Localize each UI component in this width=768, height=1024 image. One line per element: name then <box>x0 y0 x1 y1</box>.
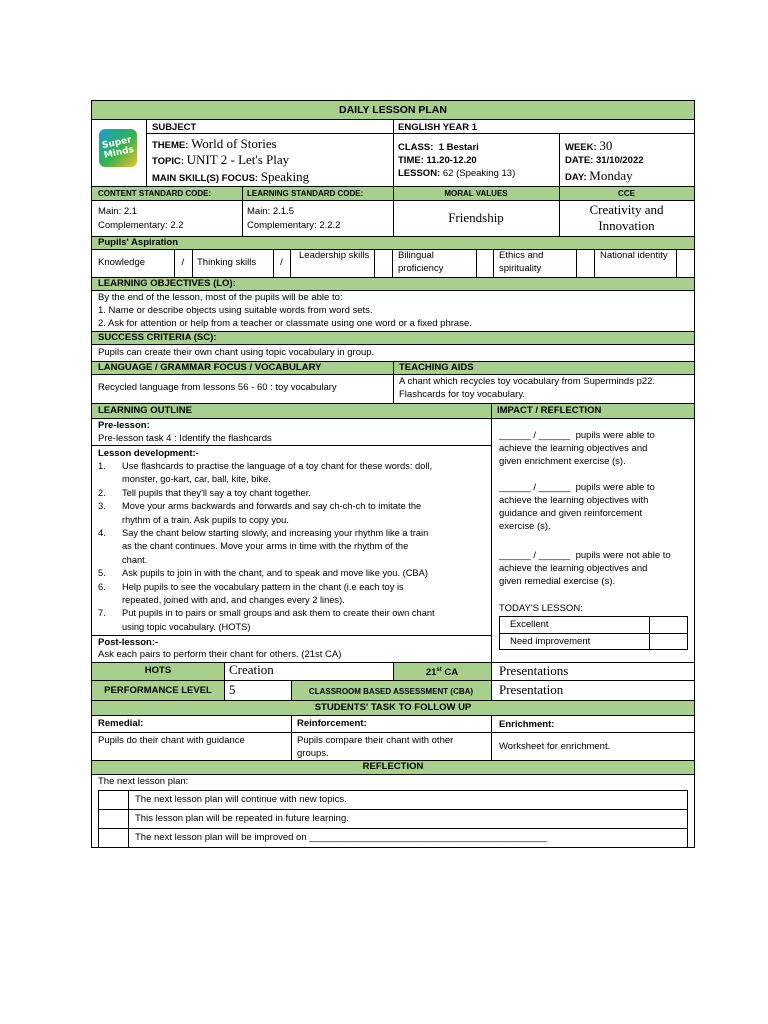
impact-remedial-line1: ______ / ______ pupils were not able to <box>499 550 671 561</box>
lesson-steps <box>98 460 483 634</box>
skill-line <box>152 170 309 185</box>
reinforcement-line-2: groups. <box>297 748 329 759</box>
aspiration-knowledge-mark: / <box>181 257 185 268</box>
todays-lesson-label: TODAY'S LESSON: <box>499 603 583 614</box>
rule <box>92 680 694 681</box>
objective-1: 1. Name or describe objects using suitable words from word sets. <box>98 305 373 316</box>
lesson-value: 62 (Speaking 13) <box>442 168 516 179</box>
rule <box>374 249 375 277</box>
rule <box>192 249 193 277</box>
date-line <box>565 154 644 167</box>
reflection-option-2: This lesson plan will be repeated in future learning. <box>135 813 349 824</box>
rule <box>559 133 560 186</box>
pre-lesson-header: Pre-lesson: <box>98 420 150 431</box>
content-standard-main: Main: 2.1 <box>98 206 138 217</box>
performance-value: 5 <box>229 682 236 697</box>
post-lesson-header: Post-lesson:- <box>98 637 159 648</box>
outline-header: LEARNING OUTLINE <box>98 405 192 416</box>
success-text: Pupils can create their own chant using topic vocabulary in group. <box>98 347 375 358</box>
skill-value: Speaking <box>260 169 310 184</box>
rule <box>500 633 687 634</box>
pre-lesson-text: Pre-lesson task 4 : Identify the flashcards <box>98 433 272 444</box>
teaching-aid-2: Flashcards for toy vocabulary. <box>399 389 526 400</box>
day-label: DAY: <box>565 172 587 183</box>
rule <box>392 249 393 277</box>
logo-text: Super Minds <box>101 135 135 161</box>
lesson-label: LESSON: <box>398 168 441 179</box>
impact-remedial-line3: given remedial exercise (s). <box>499 576 616 587</box>
remedial-text: Pupils do their chant with guidance <box>98 735 245 746</box>
rule <box>146 119 147 186</box>
enrichment-label: Enrichment: <box>499 719 555 730</box>
rating-excellent: Excellent <box>510 619 549 630</box>
topic-label: TOPIC: <box>152 156 185 167</box>
success-header: SUCCESS CRITERIA (SC): <box>98 332 217 343</box>
impact-reinforcement-line4: exercise (s). <box>499 521 551 532</box>
rating-table <box>499 616 688 650</box>
rule <box>92 715 694 716</box>
theme-line <box>152 137 277 152</box>
cce-line-1: Creativity and <box>589 202 664 217</box>
ca-value: Presentations <box>499 663 569 678</box>
reinforcement-line-1: Pupils compare their chant with other <box>297 735 454 746</box>
impact-enrichment-line2: achieve the learning objectives and <box>499 443 648 454</box>
aspiration-ethics: Ethics and spirituality <box>499 250 544 274</box>
rule <box>676 249 677 277</box>
lesson-development-header: Lesson development:- <box>98 448 199 459</box>
objective-intro: By the end of the lesson, most of the pupils will be able to: <box>98 292 343 303</box>
reflection-option-3: The next lesson plan will be improved on _____________________________________________ <box>135 832 548 843</box>
rule <box>92 418 694 419</box>
cba-value: Presentation <box>499 682 564 697</box>
aspiration-leadership: Leadership skills <box>299 250 370 261</box>
skill-label: MAIN SKILL(S) FOCUS: <box>152 173 259 184</box>
reflection-header: REFLECTION <box>362 761 424 772</box>
rating-need-improvement: Need improvement <box>510 636 591 647</box>
learning-standard-header: LEARNING STANDARD CODE: <box>247 189 364 198</box>
aspiration-header-fill <box>92 236 694 249</box>
post-lesson-text: Ask each pairs to perform their chant for others. (21st CA) <box>98 649 342 660</box>
followup-header: STUDENTS' TASK TO FOLLOW UP <box>314 702 472 713</box>
class-line <box>398 141 479 154</box>
rule <box>493 249 494 277</box>
step-6: 6. Help pupils to see the vocabulary pattern in the chant (i.e each toy is repeated, joined with and, and changes every 2 lines). <box>98 581 404 606</box>
hots-label: HOTS <box>144 665 172 676</box>
aspiration-knowledge: Knowledge <box>98 257 146 268</box>
cce-line-2: Innovation <box>598 218 655 233</box>
day-value: Monday <box>589 168 633 183</box>
rule <box>291 715 292 760</box>
time-value: 11.20-12.20 <box>426 155 477 166</box>
topic-value: UNIT 2 - Let's Play <box>186 152 290 167</box>
content-standard-header: CONTENT STANDARD CODE: <box>98 189 212 198</box>
week-line <box>565 139 612 154</box>
reinforcement-label: Reinforcement: <box>297 718 367 729</box>
rule <box>92 445 491 446</box>
cba-label: CLASSROOM BASED ASSESSMENT (CBA) <box>308 687 474 696</box>
time-label: TIME: <box>398 155 424 166</box>
class-label: CLASS: <box>398 142 434 153</box>
reflection-options-table <box>98 790 688 848</box>
lesson-line <box>398 167 515 180</box>
aspiration-national: National identity <box>600 250 668 261</box>
day-line <box>565 169 633 184</box>
step-2: 2. Tell pupils that they'll say a toy chant together. <box>98 487 311 498</box>
ca-label: 21st CA <box>425 667 459 679</box>
time-line <box>398 154 477 167</box>
moral-value: Friendship <box>448 210 504 225</box>
impact-remedial-line2: achieve the learning objectives and <box>499 563 648 574</box>
objective-2: 2. Ask for attention or help from a teacher or classmate using one word or a fixed phrase. <box>98 318 472 329</box>
rule <box>476 249 477 277</box>
rule <box>92 236 694 237</box>
enrichment-text: Worksheet for enrichment. <box>499 741 611 752</box>
week-value: 30 <box>599 138 613 153</box>
rule <box>99 809 687 810</box>
teaching-aids-header: TEACHING AIDS <box>399 362 474 373</box>
theme-value: World of Stories <box>191 136 277 151</box>
objectives-header: LEARNING OBJECTIVES (LO): <box>98 278 236 289</box>
impact-reinforcement-line2: achieve the learning objectives with <box>499 495 649 506</box>
daily-lesson-plan <box>91 100 695 848</box>
performance-label: PERFORMANCE LEVEL <box>104 685 212 696</box>
cce-header: CCE <box>618 189 635 198</box>
superminds-logo <box>99 129 137 167</box>
reflection-intro: The next lesson plan: <box>98 776 189 787</box>
rule <box>393 119 394 186</box>
step-5: 5. Ask pupils to join in with the chant, and to speak and move like you. (CBA) <box>98 568 428 579</box>
subject-value: ENGLISH YEAR 1 <box>398 122 478 133</box>
aspiration-thinking-mark: / <box>280 257 283 268</box>
impact-enrichment-line3: given enrichment exercise (s). <box>499 456 626 467</box>
impact-enrichment-line1: ______ / ______ pupils were able to <box>499 430 655 441</box>
moral-values-header: MORAL VALUES <box>444 189 508 198</box>
step-7: 7. Put pupils in to pairs or small groups and ask them to create their own chant using topic vocabulary. (HOTS) <box>98 608 435 632</box>
rule <box>393 361 394 403</box>
rule <box>92 732 694 733</box>
subject-label: SUBJECT <box>152 122 197 133</box>
impact-header: IMPACT / REFLECTION <box>497 405 602 416</box>
step-1: 1. Use flashcards to practise the language of a toy chant for these words: doll, monster, go-kart, car, ball, kite, bike. <box>98 461 433 485</box>
rule <box>242 186 243 236</box>
learning-standard-complementary: Complementary: 2.2.2 <box>247 220 341 231</box>
teaching-aid-1: A chant which recycles toy vocabulary from Superminds p22. <box>399 376 656 387</box>
topic-line <box>152 153 289 168</box>
aspiration-header: Pupils' Aspiration <box>98 237 179 248</box>
rule <box>491 715 492 760</box>
week-label: WEEK: <box>565 142 597 153</box>
rule <box>491 403 492 662</box>
learning-standard-main: Main: 2.1.5 <box>247 206 294 217</box>
rule <box>649 617 650 649</box>
rule <box>128 791 129 847</box>
rule <box>576 249 577 277</box>
remedial-label: Remedial: <box>98 718 144 729</box>
impact-reinforcement-line1: ______ / ______ pupils were able to <box>499 482 655 493</box>
reflection-checkbox-1[interactable] <box>99 791 128 809</box>
reflection-checkbox-2[interactable] <box>99 810 128 828</box>
reflection-option-1: The next lesson plan will continue with new topics. <box>135 794 347 805</box>
language-text: Recycled language from lessons 56 - 60 : toy vocabulary <box>98 382 337 393</box>
theme-label: THEME: <box>152 140 189 151</box>
rule <box>594 249 595 277</box>
step-4: 4. Say the chant below starting slowly, and increasing your rhythm like a train as the chant continues. Move your arms in time with the rhythm of the chant. <box>98 528 429 565</box>
date-value: 31/10/2022 <box>595 155 644 166</box>
step-3: 3. Move your arms backwards and forwards and say ch-ch-ch to imitate the rhythm of a train. Ask pupils to copy you. <box>98 501 422 525</box>
rule <box>224 662 225 700</box>
aspiration-thinking: Thinking skills <box>197 257 257 268</box>
rule <box>92 344 694 345</box>
impact-reinforcement-line3: guidance and given reinforcement <box>499 508 643 519</box>
language-header: LANGUAGE / GRAMMAR FOCUS / VOCABULARY <box>98 362 322 373</box>
rule <box>99 828 687 829</box>
rule <box>290 249 291 277</box>
date-label: DATE: <box>565 155 594 166</box>
page-title: DAILY LESSON PLAN <box>339 104 447 116</box>
aspiration-bilingual: Bilingual proficiency <box>398 250 444 274</box>
rule <box>491 662 492 700</box>
hots-value: Creation <box>229 662 274 677</box>
class-value: 1 Bestari <box>438 142 479 153</box>
reflection-checkbox-3[interactable] <box>99 829 128 847</box>
content-standard-complementary: Complementary: 2.2 <box>98 220 184 231</box>
